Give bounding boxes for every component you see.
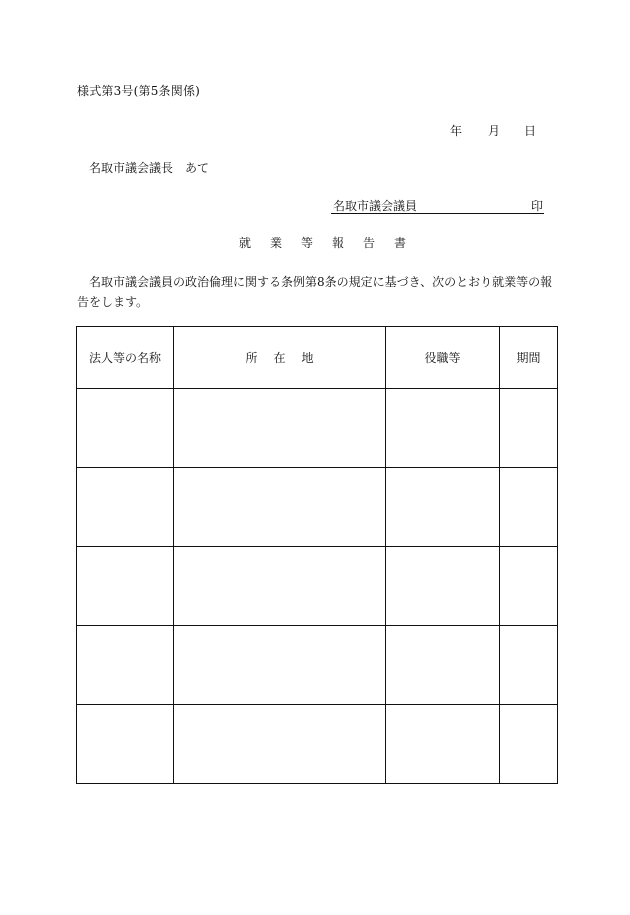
member-label: 名取市議会議員 (333, 199, 418, 213)
header-location: 所在地 (174, 327, 386, 389)
header-position: 役職等 (386, 327, 500, 389)
date-month-label: 月 (488, 124, 501, 138)
header-period: 期間 (500, 327, 558, 389)
cell-entity-name[interactable] (77, 626, 174, 705)
date-day-label: 日 (524, 124, 537, 138)
cell-location[interactable] (174, 626, 386, 705)
cell-entity-name[interactable] (77, 389, 174, 468)
cell-location[interactable] (174, 547, 386, 626)
form-number: 様式第3号(第5条関係) (77, 84, 201, 98)
cell-position[interactable] (386, 468, 500, 547)
table-row (77, 468, 558, 547)
document-title: 就業等報告書 (239, 236, 426, 250)
table-row (77, 547, 558, 626)
member-signature-line (331, 197, 544, 214)
header-entity-name: 法人等の名称 (77, 327, 174, 389)
cell-period[interactable] (500, 468, 558, 547)
addressee-suffix: あて (185, 161, 210, 175)
cell-position[interactable] (386, 626, 500, 705)
cell-location[interactable] (174, 389, 386, 468)
table-row (77, 389, 558, 468)
report-table (76, 326, 558, 784)
addressee-name: 名取市議会議長 (89, 161, 174, 175)
date-line (450, 122, 536, 139)
table-row (77, 705, 558, 784)
seal-mark: 印 (530, 199, 543, 213)
cell-period[interactable] (500, 705, 558, 784)
cell-position[interactable] (386, 705, 500, 784)
cell-position[interactable] (386, 547, 500, 626)
cell-entity-name[interactable] (77, 705, 174, 784)
cell-period[interactable] (500, 389, 558, 468)
cell-entity-name[interactable] (77, 468, 174, 547)
cell-location[interactable] (174, 705, 386, 784)
body-text: 名取市議会議員の政治倫理に関する条例第8条の規定に基づき、次のとおり就業等の報告をします。 (77, 275, 553, 309)
cell-location[interactable] (174, 468, 386, 547)
date-year-label: 年 (450, 124, 463, 138)
table-row (77, 626, 558, 705)
cell-position[interactable] (386, 389, 500, 468)
cell-period[interactable] (500, 547, 558, 626)
cell-period[interactable] (500, 626, 558, 705)
cell-entity-name[interactable] (77, 547, 174, 626)
addressee (89, 159, 209, 176)
table-header-row (77, 327, 558, 389)
